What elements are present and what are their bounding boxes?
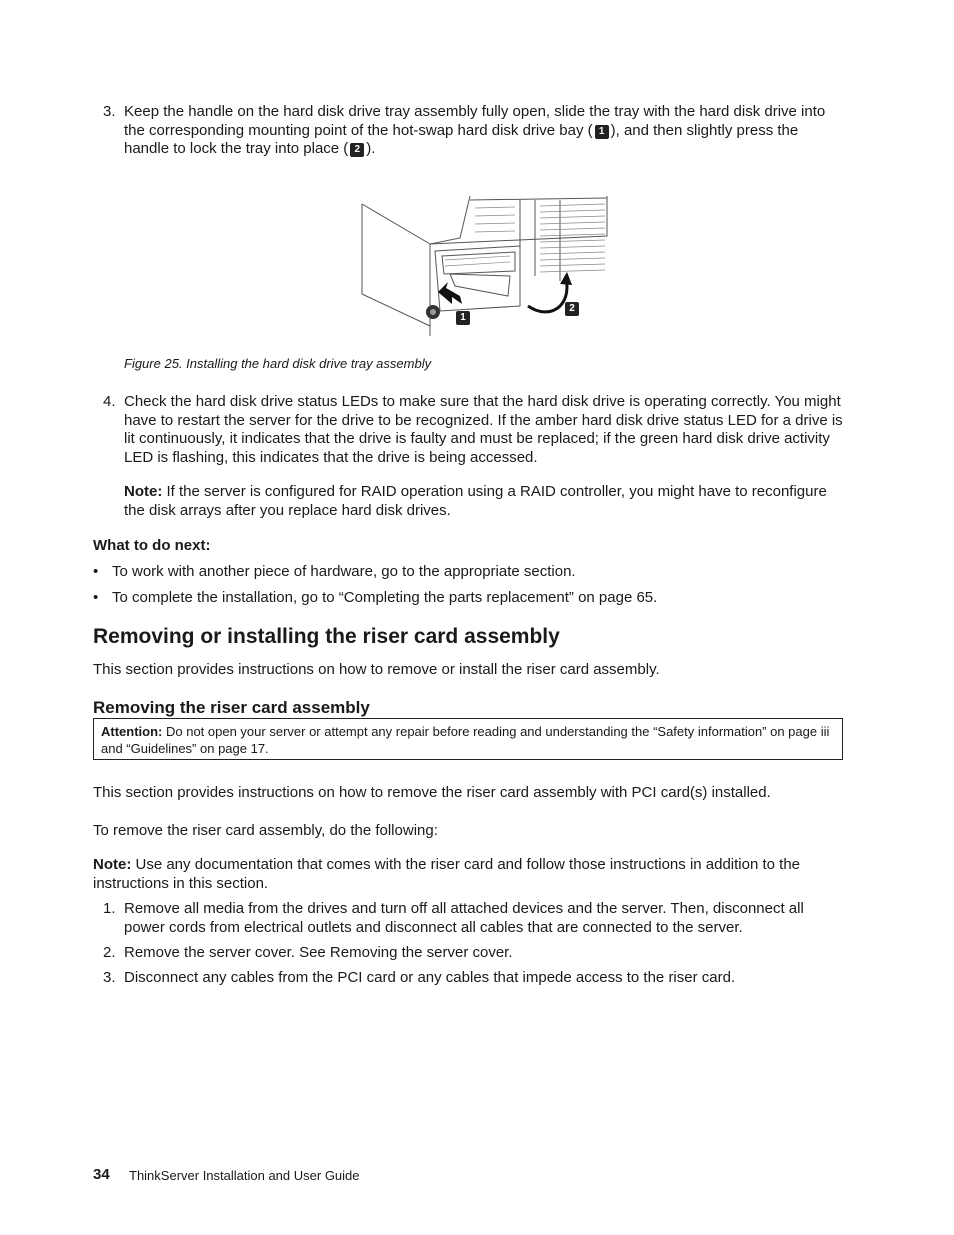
bullet: • xyxy=(93,589,99,606)
step-3-text-a: Keep the handle on the hard disk drive tray assembly fully open, slide the tray with the hard disk drive into the corresponding mounting point of the hot-swap hard disk drive bay ( xyxy=(124,103,826,139)
subsection-para-1: This section provides instructions on how to remove the riser card assembly with PCI card(s) installed. xyxy=(93,784,771,801)
hard-disk-tray-illustration xyxy=(360,196,610,336)
subsection-para-2: To remove the riser card assembly, do the following: xyxy=(93,822,438,839)
step-number: 1. xyxy=(103,900,116,917)
footer-title: ThinkServer Installation and User Guide xyxy=(129,1168,360,1183)
figure-callout-2: 2 xyxy=(565,302,579,316)
subsection-title: Removing the riser card assembly xyxy=(93,698,370,717)
next-item-2: To complete the installation, go to “Completing the parts replacement” on page 65. xyxy=(112,589,658,606)
section-title: Removing or installing the riser card assembly xyxy=(93,625,560,648)
attention-box xyxy=(93,718,843,760)
step-3-text-c: ). xyxy=(366,140,376,157)
step-number: 2. xyxy=(103,944,116,961)
note-label: Note: xyxy=(93,856,132,873)
bullet: • xyxy=(93,563,99,580)
removal-step-1: Remove all media from the drives and turn off all attached devices and the server. Then, disconnect all power cords from electrical outlets and disconnect all cables that are connected to the server. xyxy=(124,900,804,936)
callout-badge-1: 1 xyxy=(595,125,609,139)
attention-body: Do not open your server or attempt any repair before reading and understanding the “Safety information” on page iii and “Guidelines” on page 17. xyxy=(101,724,830,756)
step-number: 3. xyxy=(103,969,116,986)
subsection-note xyxy=(93,856,843,893)
step-3-text xyxy=(124,103,844,159)
next-heading: What to do next: xyxy=(93,537,211,554)
note-text: If the server is configured for RAID operation using a RAID controller, you might have to reconfigure the disk arrays after you replace hard disk drives. xyxy=(124,483,827,519)
note-text: Use any documentation that comes with the riser card and follow those instructions in addition to the instructions in this section. xyxy=(93,856,801,892)
step-4-text: Check the hard disk drive status LEDs to make sure that the hard disk drive is operating correctly. You might have to restart the server for the drive to be recognized. If the amber hard disk drive status LED for a drive is lit continuously, it indicates that the drive is faulty and must be replaced; if the green hard disk drive activity LED is flashing, this indicates that the drive is being accessed. xyxy=(124,393,843,466)
figure-caption: Figure 25. Installing the hard disk drive tray assembly xyxy=(124,356,432,371)
section-intro: This section provides instructions on how to remove or install the riser card assembly. xyxy=(93,661,660,678)
step-number: 3. xyxy=(103,103,116,120)
step-4-note xyxy=(124,483,844,520)
page-number: 34 xyxy=(93,1166,110,1183)
removal-step-2: Remove the server cover. See Removing the server cover. xyxy=(124,944,513,961)
next-item-1: To work with another piece of hardware, go to the appropriate section. xyxy=(112,563,576,580)
figure-callout-1: 1 xyxy=(456,311,470,325)
attention-label: Attention: xyxy=(101,724,163,739)
step-3-text-b: ), and then slightly press the handle to lock the tray into place ( xyxy=(124,121,799,157)
callout-badge-2: 2 xyxy=(350,143,364,157)
attention-text xyxy=(101,723,836,757)
step-number: 4. xyxy=(103,393,116,410)
removal-step-3: Disconnect any cables from the PCI card or any cables that impede access to the riser card. xyxy=(124,969,736,986)
note-label: Note: xyxy=(124,483,163,500)
